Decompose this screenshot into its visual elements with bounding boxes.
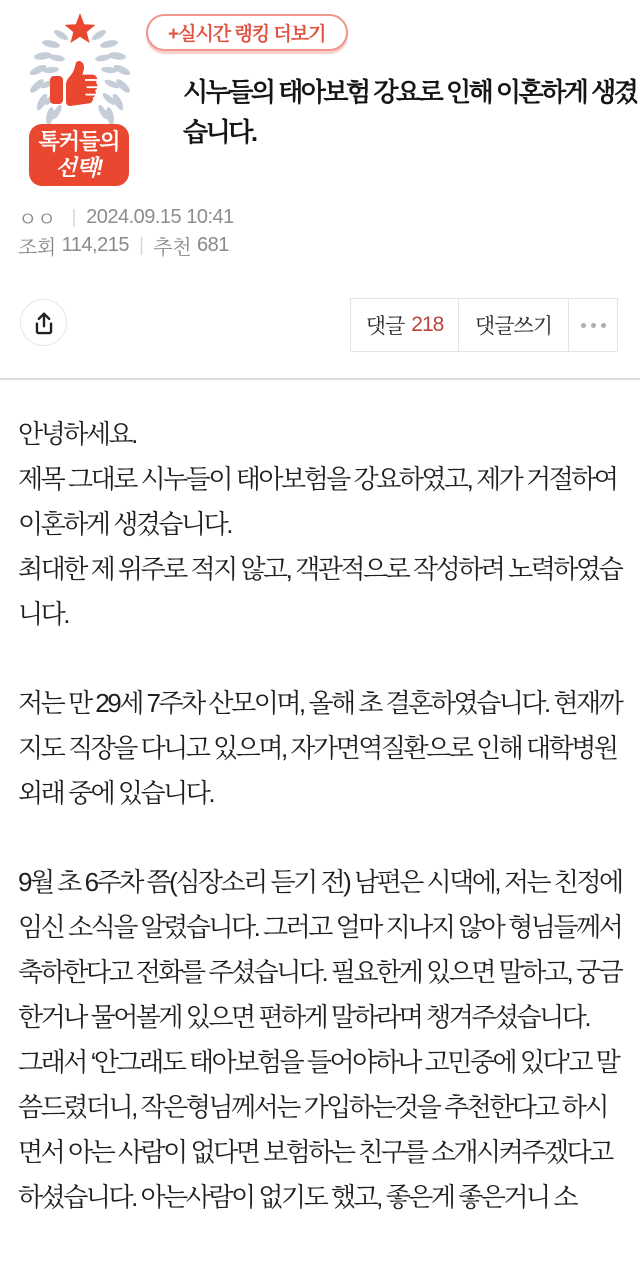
share-upload-icon — [31, 310, 57, 336]
comment-action-group — [350, 298, 618, 352]
author-nickname: ㅇㅇ — [18, 209, 56, 231]
content-divider — [0, 378, 640, 380]
post-meta-author-row — [18, 203, 234, 232]
write-comment-button[interactable] — [458, 298, 569, 352]
badge-ribbon-line1: 톡커들의 — [38, 129, 120, 154]
comments-count: 218 — [411, 313, 444, 336]
post-body — [18, 412, 624, 1220]
body-text-line: 최대한 제 위주로 적지 않고, 객관적으로 작성하려 노력하였습니다. — [18, 554, 622, 629]
body-text-line: 저는 만 29세 7주차 산모이며, 올해 초 결혼하였습니다. 현재까지도 직장을 다니고 있으며, 자가면역질환으로 인해 대학병원 외래 중에 있습니다. — [18, 688, 622, 808]
ellipsis-icon — [581, 323, 606, 328]
badge-ribbon-line2: 선택! — [55, 155, 103, 180]
post-meta-stats-row — [18, 231, 229, 260]
meta-separator: | — [138, 234, 144, 256]
realtime-ranking-button[interactable]: +실시간 랭킹 더보기 — [146, 14, 348, 51]
laurel-wreath-icon — [28, 28, 69, 124]
star-icon — [65, 13, 96, 43]
write-comment-label: 댓글쓰기 — [474, 315, 553, 338]
likes-count: 681 — [197, 234, 229, 256]
more-options-button[interactable] — [568, 298, 618, 352]
talkers-choice-badge — [24, 12, 136, 190]
meta-separator: | — [71, 206, 77, 228]
body-text-line: 안녕하세요. — [18, 419, 136, 449]
body-text-line: 제목 그대로 시누들이 태아보험을 강요하였고, 제가 거절하여 이혼하게 생겼습니다. — [18, 464, 617, 539]
comments-label: 댓글 — [365, 315, 405, 338]
post-title: 시누들의 태아보험 강요로 인해 이혼하게 생겼습니다. — [183, 77, 637, 147]
body-paragraph — [18, 681, 624, 816]
badge-ribbon — [29, 124, 129, 186]
views-count: 114,215 — [61, 234, 129, 256]
body-paragraph — [18, 412, 624, 637]
badge-art — [24, 12, 136, 124]
body-text-line: 9월 초 6주차 쯤(심장소리 듣기 전) 남편은 시댁에, 저는 친정에 임신 소식을 알렸습니다. 그러고 얼마 지나지 않아 형님들께서 축하한다고 전화를 주셨습니다. 필요한게 있으면 말하고, 궁금한거나 물어볼게 있으면 편하게 말하라며 챙겨주셨습니다. — [18, 867, 622, 1032]
body-text-line: 그래서 ‘안그래도 태아보험을 들어야하나 고민중에 있다’고 말씀드렸더니, 작은형님께서는 가입하는것을 추천한다고 하시면서 아는 사람이 없다면 보험하는 친구를 소개시켜주겠다고 하셨습니다. 아는사람이 없기도 했고, 좋은게 좋은거니 소 — [18, 1047, 619, 1212]
views-label: 조회 — [18, 237, 56, 259]
body-paragraph — [18, 860, 624, 1220]
share-button[interactable] — [20, 299, 67, 346]
post-date: 2024.09.15 10:41 — [86, 206, 234, 228]
likes-label: 추천 — [153, 237, 192, 259]
comments-button[interactable] — [350, 298, 459, 352]
